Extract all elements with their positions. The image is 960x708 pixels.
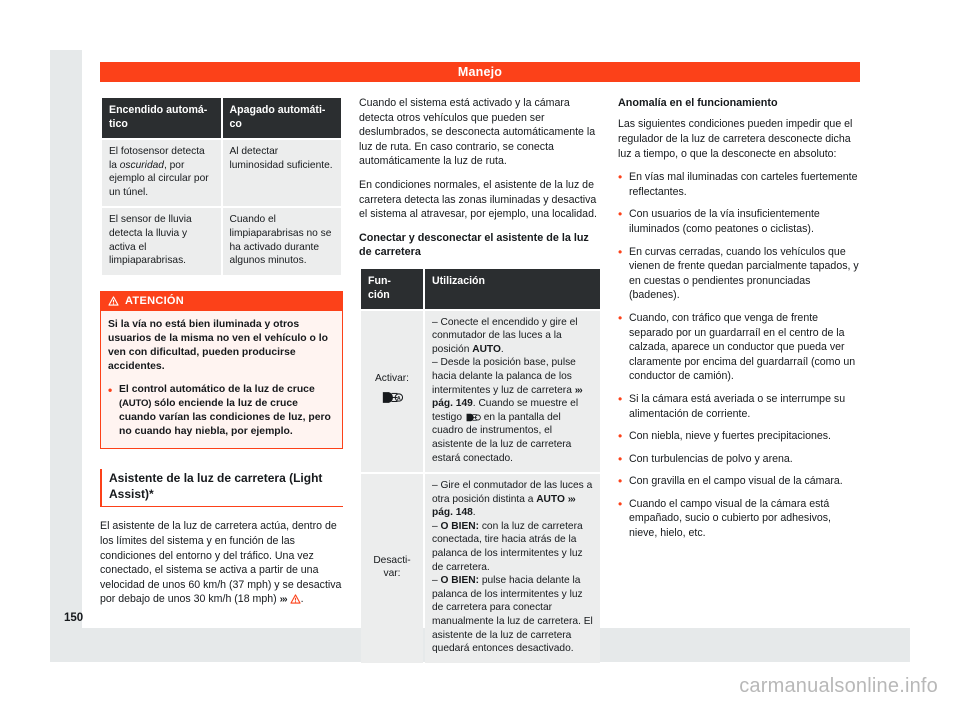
list-item: • Cuando, con tráfico que venga de frente separado por un guardarraíl en el centro de la calzada, aparece un conductor que pueda ver claramente por encima del guardarraíl (como un conductor de camión). — [618, 311, 861, 384]
left-column — [100, 96, 343, 606]
page-header-bar — [100, 62, 860, 82]
warning-box-header — [101, 292, 342, 311]
list-item: • Si la cámara está averiada o se interrumpe su alimentación de corriente. — [618, 392, 861, 421]
middle-column — [359, 96, 602, 655]
section-heading-text: Asistente de la luz de carretera (Light Assist)* — [109, 471, 323, 501]
table-header-utilizacion: Utilización — [425, 269, 600, 309]
list-item: • Con niebla, nieve y fuertes precipitaciones. — [618, 429, 861, 444]
function-cell-desactivar — [361, 474, 423, 663]
warning-paragraph: Si la vía no está bien iluminada y otros usuarios de la misma no ven el vehículo o lo ven con dificultad, pueden producirse accidentes. — [108, 318, 328, 373]
list-item: • En curvas cerradas, cuando los vehículos que vienen de frente quedan parcialmente tapados, y en cuestas o pendientes pronunciadas (badenes). — [618, 245, 861, 303]
high-beam-auto-icon — [465, 412, 481, 423]
right-paragraph: Las siguientes condiciones pueden impedir que el regulador de la luz de carretera desconecte dicha luz a tiempo, o que la desconecte en absoluto: — [618, 118, 853, 160]
table-row-activar — [361, 311, 600, 473]
function-label-activar: Activar: — [375, 373, 409, 385]
warning-triangle-icon — [290, 593, 301, 605]
light-assist-paragraph — [100, 519, 343, 608]
warning-box-body — [101, 311, 342, 449]
table-header-funcion: Fun- ción — [361, 269, 423, 309]
table-header-encendido: Encendido automá- tico — [102, 98, 221, 138]
activar-line-2: – Desde la posición base, pulse hacia delante la palanca de los intermitentes y luz de carretera ››› pág. 149. Cuando se muestre el testigo en la pantalla del cuadro de instrumentos, el asistente de la luz de carretera estará conectado. — [432, 357, 582, 464]
middle-paragraph-2: En condiciones normales, el asistente de la luz de carretera detecta las zonas iluminadas y desactiva el sistema al atravesar, por ejemplo, una localidad. — [359, 178, 597, 221]
warning-title: ATENCIÓN — [125, 294, 185, 307]
table-cell-limpiaparabrisas: Cuando el limpiaparabrisas no se ha activado durante algunos minutos. — [223, 208, 342, 274]
warning-box — [100, 291, 343, 450]
activar-line-1: – Conecte el encendido y gire el conmutador de las luces a la posición AUTO. — [432, 316, 578, 355]
content-columns — [100, 96, 862, 655]
page-number: 150 — [64, 612, 84, 624]
watermark: carmanualsonline.info — [739, 675, 938, 697]
list-item: • Cuando el campo visual de la cámara está empañado, sucio o cubierto por adhesivos, nieve, hielo, etc. — [618, 497, 861, 541]
warning-bullet-pre: El control automático de la luz de cruce — [119, 383, 315, 395]
desactivar-line-2: – O BIEN: con la luz de carretera conectada, tire hacia atrás de la palanca de los intermitentes y luz de carretera. — [432, 520, 583, 573]
warning-bullet — [108, 383, 335, 440]
list-item: • En vías mal iluminadas con carteles fuertemente reflectantes. — [618, 170, 861, 199]
page-title: Manejo — [457, 65, 503, 79]
table-row-desactivar — [361, 474, 600, 663]
section-heading-light-assist — [100, 469, 343, 507]
list-item: • Con turbulencias de polvo y arena. — [618, 452, 861, 467]
utilizacion-cell-desactivar — [425, 474, 600, 663]
cross-reference-arrow-icon: ››› — [279, 594, 287, 606]
light-assist-paragraph-text: El asistente de la luz de carretera actúa, dentro de los límites del sistema y en función de las condiciones del entorno y del tráfico. Una vez conectado, el sistema se activa a partir de una velocidad de unos 60 km/h (37 mph) y se desactiva por debajo de unos 30 km/h (18 mph) — [100, 520, 342, 606]
auto-lights-table-wrapper — [100, 96, 343, 277]
table-cell-sensor-lluvia: El sensor de lluvia detecta la lluvia y activa el limpiaparabrisas. — [102, 208, 221, 274]
utilizacion-cell-activar — [425, 311, 600, 473]
desactivar-line-3: – O BIEN: pulse hacia delante la palanca de los intermitentes y luz de carretera para conectar manualmente la luz de carretera. El asistente de la luz de carretera quedará entonces desactivado. — [432, 575, 593, 655]
table-row — [102, 208, 341, 274]
svg-text:A: A — [397, 395, 401, 402]
list-item: • Con usuarios de la vía insuficientemente iluminados (como peatones o ciclistas). — [618, 207, 861, 236]
right-column — [618, 96, 861, 606]
table-cell-fotosensor: El fotosensor detecta la oscuridad, por ejemplo al circular por un túnel. — [102, 140, 221, 206]
table-header-apagado: Apagado automáti- co — [223, 98, 342, 138]
right-heading: Anomalía en el funcionamiento — [618, 97, 778, 109]
warning-triangle-icon — [108, 295, 119, 307]
auto-label: (AUTO) — [119, 397, 152, 409]
middle-subheading: Conectar y desconectar el asistente de la luz de carretera — [359, 231, 589, 259]
high-beam-auto-icon — [368, 391, 416, 409]
list-item: • Con gravilla en el campo visual de la cámara. — [618, 474, 861, 489]
warning-bullet-post: sólo enciende la luz de cruce cuando varían las condiciones de luz, pero no cuando hay niebla, por ejemplo. — [119, 397, 331, 438]
table-header-row — [361, 269, 600, 309]
function-label-desactivar: Desacti- var: — [373, 554, 411, 580]
table-row — [102, 140, 341, 206]
paragraph-tail: . — [300, 593, 304, 606]
middle-paragraph-1: Cuando el sistema está activado y la cámara detecta otros vehículos que pueden ser deslumbrados, se desconecta automáticamente la luz de ruta. En caso contrario, se conecta automáticamente la luz de ruta. — [359, 97, 596, 168]
function-table — [359, 267, 602, 665]
table-header-row — [102, 98, 341, 138]
desactivar-line-1: – Gire el conmutador de las luces a otra posición distinta a AUTO ››› pág. 148. — [432, 480, 593, 519]
table-cell-luminosidad: Al detectar luminosidad suficiente. — [223, 140, 342, 206]
auto-lights-table — [100, 96, 343, 277]
function-cell-activar — [361, 311, 423, 473]
